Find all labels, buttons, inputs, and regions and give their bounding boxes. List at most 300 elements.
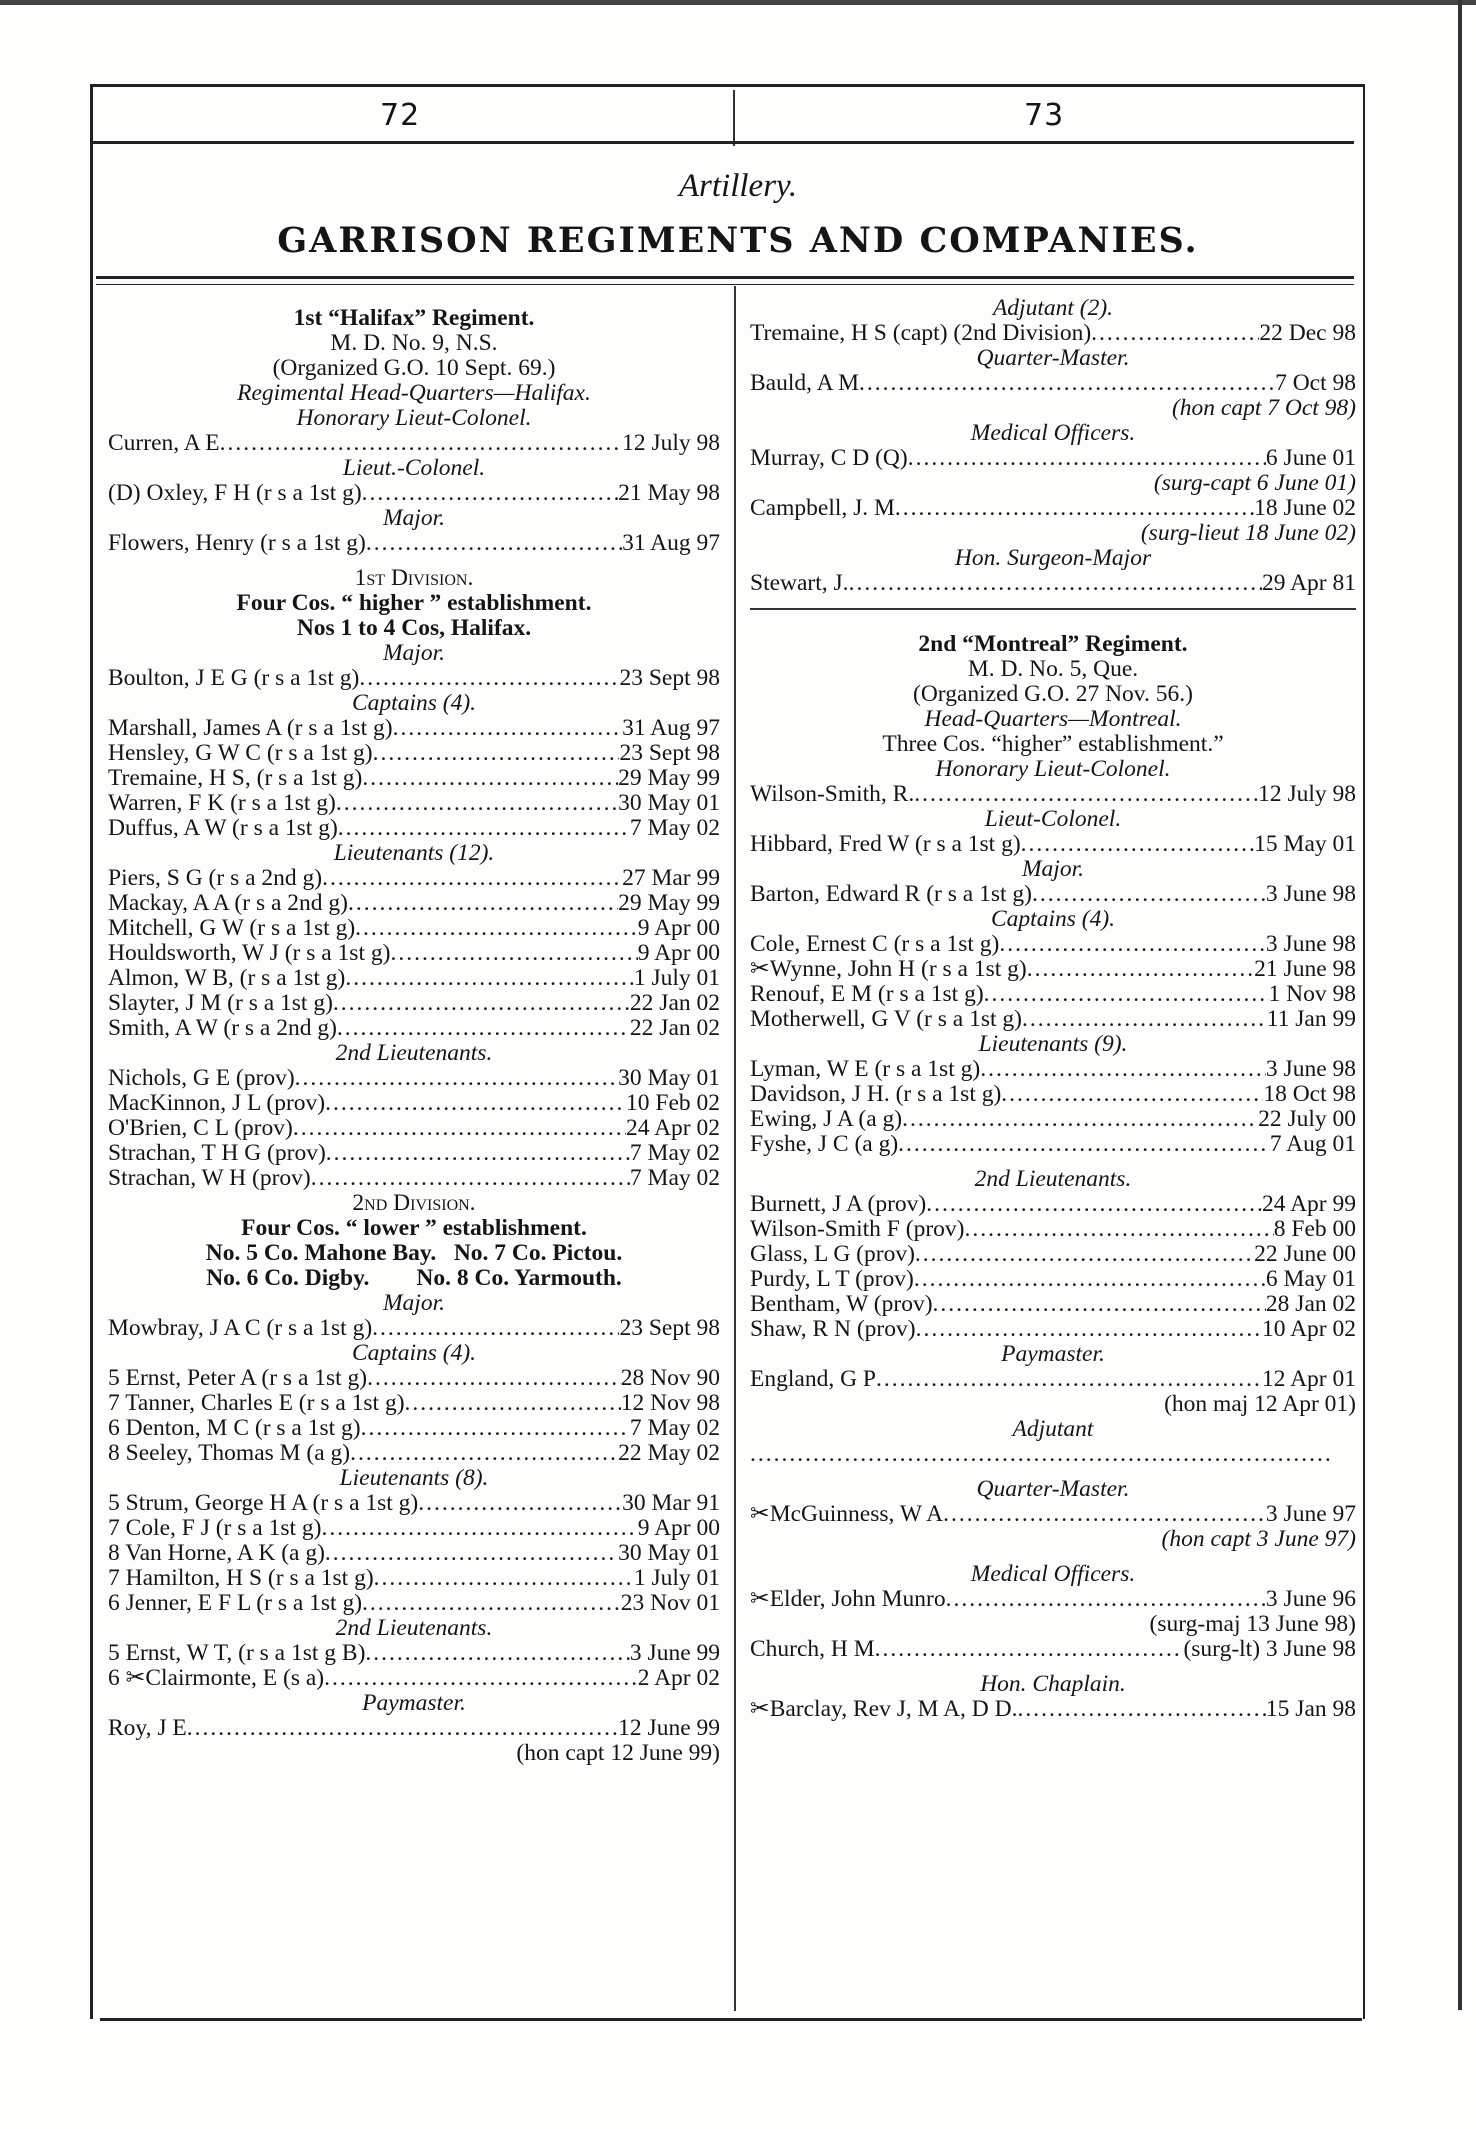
leader-dots (902, 1107, 1258, 1132)
officer-name: Renouf, E M (r s a 1st g) (750, 981, 984, 1007)
appointment-date: 10 Apr 02 (1262, 1316, 1356, 1342)
appointment-date: 22 Jan 02 (629, 990, 720, 1016)
leader-dots (321, 1516, 637, 1541)
officer-entry (108, 1316, 720, 1341)
officer-list (750, 496, 1356, 521)
companies-note: Nos 1 to 4 Cos, Halifax. (296, 615, 532, 641)
officer-entry (108, 1416, 720, 1441)
appointment-date: 3 June 98 (1265, 881, 1356, 907)
page-number-left: 72 (380, 98, 421, 133)
appointment-date: (surg-lt) 3 June 98 (1183, 1636, 1356, 1662)
officer-name: Hibbard, Fred W (r s a 1st g) (750, 831, 1021, 857)
officer-entry (108, 766, 720, 791)
appointment-date: 28 Nov 90 (620, 1365, 720, 1391)
officer-list (108, 1316, 720, 1341)
regiment-title: 1st “Halifax” Regiment. (293, 305, 535, 331)
officer-list (108, 531, 720, 556)
honorary-note: (surg-maj 13 June 98) (1149, 1611, 1356, 1637)
officer-name: Fyshe, J C (a g) (750, 1131, 899, 1157)
officer-name: Boulton, J E G (r s a 1st g) (108, 665, 360, 691)
appointment-date: 10 Feb 02 (626, 1090, 720, 1116)
leader-dots (187, 1716, 618, 1741)
officer-entry (108, 941, 720, 966)
officer-entry (108, 1066, 720, 1091)
officer-entry (750, 982, 1356, 1007)
rank-heading: Paymaster. (362, 1690, 466, 1716)
rank-heading: Major. (1021, 856, 1085, 882)
officer-entry (750, 957, 1356, 982)
appointment-date: 18 Oct 98 (1263, 1081, 1356, 1107)
honorary-note: (hon capt 3 June 97) (1161, 1526, 1356, 1552)
officer-entry (108, 1116, 720, 1141)
leader-dots (350, 1441, 618, 1466)
officer-entry (750, 321, 1356, 346)
officer-name: Bentham, W (prov) (750, 1291, 933, 1317)
officer-name: Flowers, Henry (r s a 1st g) (108, 530, 366, 556)
officer-entry (750, 1107, 1356, 1132)
division-title: 2nd Division. (352, 1190, 476, 1216)
companies-note: No. 6 Co. Digby. No. 8 Co. Yarmouth. (206, 1265, 622, 1291)
officer-entry (108, 891, 720, 916)
appointment-date: 28 Jan 02 (1265, 1291, 1356, 1317)
leader-dots (1032, 882, 1266, 907)
appointment-date: 29 May 99 (618, 765, 720, 791)
officer-name: Murray, C D (Q) (750, 445, 908, 471)
officer-entry (750, 1132, 1356, 1157)
leader-dots (999, 932, 1266, 957)
officer-name: Houldsworth, W J (r s a 1st g) (108, 940, 391, 966)
officer-list (750, 1587, 1356, 1612)
establishment-note: Three Cos. “higher” establishment.” (882, 731, 1224, 757)
officer-name: Marshall, James A (r s a 1st g) (108, 715, 393, 741)
rank-heading: Paymaster. (1001, 1341, 1105, 1367)
officer-entry (750, 1057, 1356, 1082)
officer-entry (750, 1697, 1356, 1722)
appointment-date: 12 June 99 (618, 1715, 720, 1741)
leader-dots (367, 1366, 621, 1391)
officer-entry (750, 371, 1356, 396)
rank-heading: Major. (382, 1290, 446, 1316)
officer-list (750, 446, 1356, 471)
officer-name: 8 Seeley, Thomas M (a g) (108, 1440, 351, 1466)
organized-note: (Organized G.O. 10 Sept. 69.) (272, 355, 556, 381)
appointment-date: 24 Apr 99 (1262, 1191, 1356, 1217)
honorary-note: (surg-lieut 18 June 02) (1140, 520, 1356, 546)
frame-bottom-rule (100, 2018, 1362, 2021)
leader-dots (390, 941, 637, 966)
leader-dots (365, 1641, 630, 1666)
leader-dots (220, 431, 622, 456)
leader-dots (875, 1637, 1184, 1662)
officer-entry (108, 1516, 720, 1541)
officer-name: Duffus, A W (r s a 1st g) (108, 815, 338, 841)
officer-list (750, 782, 1356, 807)
appointment-date: 3 June 98 (1265, 1056, 1356, 1082)
leader-dots (1022, 1007, 1267, 1032)
officer-entry (108, 1166, 720, 1191)
officer-entry (108, 1016, 720, 1041)
honorary-note: (surg-capt 6 June 01) (1153, 470, 1356, 496)
officer-entry (108, 791, 720, 816)
officer-entry (108, 1541, 720, 1566)
division-title: 1st Division. (354, 565, 474, 591)
officer-entry (108, 1391, 720, 1416)
officer-name: O'Brien, C L (prov) (108, 1115, 293, 1141)
officer-name: Davidson, J H. (r s a 1st g) (750, 1081, 1002, 1107)
appointment-date: 1 July 01 (633, 1565, 720, 1591)
officer-name: Wilson-Smith F (prov) (750, 1216, 965, 1242)
officer-name: 7 Cole, F J (r s a 1st g) (108, 1515, 322, 1541)
officer-name: England, G P (750, 1366, 876, 1392)
officer-entry (108, 531, 720, 556)
officer-list (108, 481, 720, 506)
leader-dots (362, 766, 618, 791)
officer-name: Slayter, J M (r s a 1st g) (108, 990, 333, 1016)
officer-list (750, 832, 1356, 857)
rank-heading: Captains (4). (351, 690, 477, 716)
officer-entry (108, 866, 720, 891)
appointment-date: 6 May 01 (1265, 1266, 1356, 1292)
officer-name: MacKinnon, J L (prov) (108, 1090, 326, 1116)
organized-note: (Organized G.O. 27 Nov. 56.) (913, 681, 1193, 707)
header-rule (92, 141, 1354, 144)
leader-dots (916, 1317, 1262, 1342)
officer-list (108, 1641, 720, 1691)
officer-name: Barton, Edward R (r s a 1st g) (750, 881, 1032, 907)
officer-entry (750, 1192, 1356, 1217)
officer-list (750, 1057, 1356, 1157)
appointment-date: 29 Apr 81 (1262, 570, 1356, 596)
officer-entry (750, 1082, 1356, 1107)
officer-entry (750, 1242, 1356, 1267)
appointment-date: 2 Apr 02 (637, 1665, 720, 1691)
officer-name: Lyman, W E (r s a 1st g) (750, 1056, 981, 1082)
officer-entry (750, 1267, 1356, 1292)
officer-name: 5 Ernst, Peter A (r s a 1st g) (108, 1365, 368, 1391)
rank-heading: 2nd Lieutenants. (335, 1615, 493, 1641)
leader-dots (324, 1666, 638, 1691)
officer-entry (108, 431, 720, 456)
leader-dots (355, 916, 638, 941)
officer-entry (750, 1367, 1356, 1392)
honorary-note: (hon maj 12 Apr 01) (1164, 1391, 1356, 1417)
appointment-date: 21 June 98 (1254, 956, 1356, 982)
officer-name: Nichols, G E (prov) (108, 1065, 295, 1091)
appointment-date: 22 Jan 02 (629, 1015, 720, 1041)
leader-dots (915, 1242, 1254, 1267)
officer-list (750, 1367, 1356, 1392)
officer-name: Strachan, W H (prov) (108, 1165, 311, 1191)
officer-entry (750, 832, 1356, 857)
appointment-date: 30 May 01 (618, 1065, 720, 1091)
rank-heading: 2nd Lieutenants. (974, 1166, 1132, 1192)
appointment-date: 1 Nov 98 (1268, 981, 1356, 1007)
officer-entry (750, 782, 1356, 807)
appointment-date: 1 July 01 (633, 965, 720, 991)
vacant-entry-dots: .......................................................................... (750, 1442, 1333, 1467)
appointment-date: 22 May 02 (618, 1440, 720, 1466)
officer-name: Burnett, J A (prov) (750, 1191, 927, 1217)
honorary-note: (hon capt 12 June 99) (516, 1740, 720, 1766)
officer-entry (750, 1007, 1356, 1032)
officer-name: Tremaine, H S (capt) (2nd Division) (750, 320, 1092, 346)
leader-dots (876, 1367, 1262, 1392)
appointment-date: 7 May 02 (629, 1165, 720, 1191)
rank-heading: Adjutant (2). (992, 295, 1114, 321)
officer-name: Roy, J E (108, 1715, 187, 1741)
appointment-date: 18 June 02 (1254, 495, 1356, 521)
officer-name: Piers, S G (r s a 2nd g) (108, 865, 323, 891)
rank-heading: Lieutenants (9). (978, 1031, 1128, 1057)
leader-dots (984, 982, 1269, 1007)
leader-dots (372, 1316, 619, 1341)
officer-list (750, 321, 1356, 346)
appointment-date: 7 Oct 98 (1275, 370, 1356, 396)
officer-entry (108, 1591, 720, 1616)
top-edge-rule (0, 0, 1476, 5)
establishment-note: Four Cos. “ higher ” establishment. (236, 590, 592, 616)
officer-entry (750, 1637, 1356, 1662)
leader-dots (293, 1116, 626, 1141)
leader-dots (943, 1502, 1266, 1527)
appointment-date: 30 May 01 (618, 790, 720, 816)
officer-name: Strachan, T H G (prov) (108, 1140, 326, 1166)
appointment-date: 31 Aug 97 (622, 530, 720, 556)
leader-dots (898, 1132, 1270, 1157)
leader-dots (1018, 1697, 1266, 1722)
rank-heading: Hon. Chaplain. (980, 1671, 1126, 1697)
officer-entry (108, 1666, 720, 1691)
rank-heading: Honorary Lieut-Colonel. (935, 756, 1171, 782)
leader-dots (338, 816, 630, 841)
appointment-date: 9 Apr 00 (637, 940, 720, 966)
officer-name: Wilson-Smith, R. (750, 781, 915, 807)
officer-entry (108, 916, 720, 941)
officer-entry (108, 716, 720, 741)
leader-dots (405, 1391, 621, 1416)
leader-dots (933, 1292, 1266, 1317)
leader-dots (345, 966, 633, 991)
page-number-divider (733, 90, 735, 146)
leader-dots (361, 1416, 630, 1441)
officer-list (750, 571, 1356, 596)
page-number-right: 73 (1024, 98, 1065, 133)
right-column (750, 296, 1356, 1722)
appointment-date: 30 May 01 (618, 1540, 720, 1566)
leader-dots (914, 782, 1258, 807)
officer-list (108, 431, 720, 456)
officer-name: Shaw, R N (prov) (750, 1316, 916, 1342)
frame-top-rule (90, 84, 1364, 87)
appointment-date: 12 Apr 01 (1262, 1366, 1356, 1392)
appointment-date: 9 Apr 00 (637, 915, 720, 941)
section-title: GARRISON REGIMENTS AND COMPANIES. (277, 220, 1199, 261)
officer-list (750, 932, 1356, 1032)
establishment-note: Four Cos. “ lower ” establishment. (241, 1215, 587, 1241)
officer-entry (108, 1566, 720, 1591)
officer-entry (108, 816, 720, 841)
officer-entry (108, 1441, 720, 1466)
leader-dots (908, 446, 1266, 471)
leader-dots (362, 481, 619, 506)
district: M. D. No. 5, Que. (967, 656, 1139, 682)
officer-name: 6 Denton, M C (r s a 1st g) (108, 1415, 361, 1441)
officer-entry (108, 666, 720, 691)
officer-name: Campbell, J. M (750, 495, 895, 521)
honorary-note: (hon capt 7 Oct 98) (1171, 395, 1356, 421)
leader-dots (325, 1091, 626, 1116)
rank-heading: 2nd Lieutenants. (335, 1040, 493, 1066)
appointment-date: 7 May 02 (629, 1140, 720, 1166)
leader-dots (333, 991, 630, 1016)
officer-name: 5 Ernst, W T, (r s a 1st g B) (108, 1640, 366, 1666)
rank-heading: Quarter-Master. (976, 1476, 1130, 1502)
rank-heading: Lieut-Colonel. (984, 806, 1122, 832)
appointment-date: 23 Sept 98 (619, 740, 720, 766)
leader-dots (366, 531, 622, 556)
appointment-date: 23 Nov 01 (620, 1590, 720, 1616)
leader-dots (322, 866, 622, 891)
appointment-date: 3 June 97 (1265, 1501, 1356, 1527)
rank-heading: Captains (4). (990, 906, 1116, 932)
officer-name: Warren, F K (r s a 1st g) (108, 790, 336, 816)
appointment-date: 3 June 98 (1265, 931, 1356, 957)
officer-name: 7 Tanner, Charles E (r s a 1st g) (108, 1390, 405, 1416)
officer-entry (108, 991, 720, 1016)
appointment-date: 6 June 01 (1265, 445, 1356, 471)
officer-entry (750, 1292, 1356, 1317)
officer-name: Purdy, L T (prov) (750, 1266, 914, 1292)
rank-heading: Medical Officers. (970, 1561, 1136, 1587)
officer-name: Bauld, A M (750, 370, 860, 396)
leader-dots (926, 1192, 1262, 1217)
officer-entry (108, 481, 720, 506)
leader-dots (1027, 957, 1254, 982)
officer-name: Glass, L G (prov) (750, 1241, 915, 1267)
officer-name: Motherwell, G V (r s a 1st g) (750, 1006, 1022, 1032)
leader-dots (348, 891, 618, 916)
appointment-date: 30 Mar 91 (622, 1490, 720, 1516)
appointment-date: 23 Sept 98 (619, 665, 720, 691)
officer-list (108, 1066, 720, 1191)
leader-dots (337, 1016, 630, 1041)
officer-entry (108, 1641, 720, 1666)
officer-list (108, 1366, 720, 1466)
leader-dots (859, 371, 1275, 396)
headquarters: Head-Quarters—Montreal. (924, 706, 1182, 732)
regiment-title: 2nd “Montreal” Regiment. (918, 631, 1188, 657)
officer-entry (108, 1091, 720, 1116)
appointment-date: 23 Sept 98 (619, 1315, 720, 1341)
appointment-date: 3 June 99 (629, 1640, 720, 1666)
officer-entry (750, 1217, 1356, 1242)
officer-list (750, 1637, 1356, 1662)
appointment-date: 31 Aug 97 (622, 715, 720, 741)
appointment-date: 29 May 99 (618, 890, 720, 916)
appointment-date: 12 July 98 (622, 430, 720, 456)
officer-entry (108, 741, 720, 766)
headquarters: Regimental Head-Quarters—Halifax. (237, 380, 591, 406)
rank-heading: Honorary Lieut-Colonel. (296, 405, 532, 431)
leader-dots (418, 1491, 622, 1516)
appointment-date: 7 May 02 (629, 815, 720, 841)
appointment-date: 11 Jan 99 (1266, 1006, 1356, 1032)
appointment-date: 27 Mar 99 (622, 865, 720, 891)
officer-name: (D) Oxley, F H (r s a 1st g) (108, 480, 362, 506)
rank-heading: Lieut.-Colonel. (342, 455, 486, 481)
leader-dots (914, 1267, 1266, 1292)
district: M. D. No. 9, N.S. (330, 330, 498, 356)
rank-heading: Major. (382, 505, 446, 531)
leader-dots (295, 1066, 619, 1091)
officer-entry (750, 571, 1356, 596)
leader-dots (336, 791, 618, 816)
officer-name: ✂McGuinness, W A (750, 1501, 944, 1527)
rank-heading: Quarter-Master. (976, 345, 1130, 371)
left-column (108, 306, 720, 1766)
rank-heading: Adjutant (1012, 1416, 1094, 1442)
officer-name: 5 Strum, George H A (r s a 1st g) (108, 1490, 419, 1516)
officer-list (750, 882, 1356, 907)
officer-name: Stewart, J. (750, 570, 849, 596)
section-subtitle: Artillery. (678, 168, 798, 204)
appointment-date: 7 May 02 (629, 1415, 720, 1441)
right-edge-rule (1458, 0, 1462, 2010)
officer-entry (750, 932, 1356, 957)
officer-list (750, 1502, 1356, 1527)
appointment-date: 15 Jan 98 (1265, 1696, 1356, 1722)
officer-name: Church, H M (750, 1636, 875, 1662)
rank-heading: Captains (4). (351, 1340, 477, 1366)
leader-dots (374, 1566, 634, 1591)
officer-name: Mowbray, J A C (r s a 1st g) (108, 1315, 373, 1341)
leader-dots (964, 1217, 1273, 1242)
officer-entry (750, 1502, 1356, 1527)
officer-list (750, 371, 1356, 396)
leader-dots (393, 716, 622, 741)
officer-name: 6 Jenner, E F L (r s a 1st g) (108, 1590, 363, 1616)
officer-entry (108, 1491, 720, 1516)
officer-list (108, 866, 720, 1041)
rank-heading: Major. (382, 640, 446, 666)
appointment-date: 24 Apr 02 (626, 1115, 720, 1141)
leader-dots (326, 1141, 630, 1166)
rank-heading: Lieutenants (8). (339, 1465, 489, 1491)
leader-dots (362, 1591, 621, 1616)
leader-dots (359, 666, 619, 691)
officer-name: Hensley, G W C (r s a 1st g) (108, 740, 373, 766)
officer-list (108, 1716, 720, 1741)
leader-dots (311, 1166, 630, 1191)
officer-name: Mackay, A A (r s a 2nd g) (108, 890, 348, 916)
appointment-date: 12 July 98 (1258, 781, 1356, 807)
officer-list (108, 716, 720, 841)
rank-heading: Hon. Surgeon-Major (954, 545, 1152, 571)
officer-name: 8 Van Horne, A K (a g) (108, 1540, 325, 1566)
leader-dots (849, 571, 1262, 596)
appointment-date: 21 May 98 (618, 480, 720, 506)
officer-list (108, 1491, 720, 1616)
officer-entry (108, 966, 720, 991)
officer-name: 6 ✂Clairmonte, E (s a) (108, 1665, 325, 1691)
column-divider (734, 286, 736, 2011)
appointment-date: 15 May 01 (1254, 831, 1356, 857)
appointment-date: 22 July 00 (1258, 1106, 1356, 1132)
leader-dots (895, 496, 1254, 521)
appointment-date: 8 Feb 00 (1273, 1216, 1356, 1242)
leader-dots (325, 1541, 618, 1566)
leader-dots (1021, 832, 1255, 857)
